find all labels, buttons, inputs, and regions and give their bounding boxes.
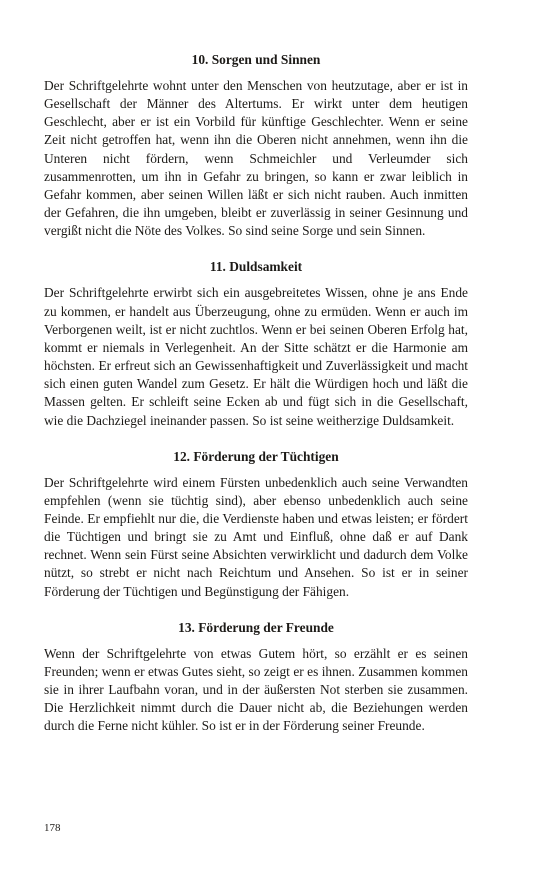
section-heading: 13. Förderung der Freunde: [178, 619, 334, 635]
section-paragraph: Der Schriftgelehrte wird einem Fürsten unbedenklich auch seine Verwandten empfehlen (wenn sie tüchtig sind), aber ebenso unbedenklich auch seine Feinde. Er empfiehlt nur die, die Verdienste haben und etwas leisten; er fördert die Tüchtigen und bringt sie zu Amt und Einfluß, ohne daß er auf Dank rechnet. Wenn sein Fürst seine Absichten verwirklicht und dadurch dem Volke nützt, so strebt er nicht nach Reichtum und Ansehen. So ist er in seiner Förderung der Tüchtigen und Begünstigung der Fähigen.: [44, 474, 468, 599]
section-sorgen-und-sinnen: [44, 51, 468, 240]
book-page: [44, 51, 468, 736]
section-heading: 10. Sorgen und Sinnen: [191, 52, 321, 67]
section-paragraph: Wenn der Schriftgelehrte von etwas Gutem hört, so erzählt er es seinen Freunden; wenn er etwas Gutes sieht, so zeigt er es ihnen. Zusammen kommen sie in ihrer Laufbahn voran, und in der äußersten Not sterben sie zusammen. Die Herzlichkeit nimmt durch die Dauer nicht ab, die Beziehungen werden durch die Ferne nicht kühler. So ist er in der Förderung seiner Freunde.: [44, 645, 468, 734]
section-duldsamkeit: [44, 258, 468, 429]
section-paragraph: Der Schriftgelehrte wohnt unter den Menschen von heutzutage, aber er ist in Gesellschaft der Männer des Altertums. Er wirkt unter dem heutigen Geschlecht, aber er ist ein Vorbild für künftige Geschlechter. Wenn er seine Zeit nicht getroffen hat, wenn ihn die Oberen nicht annehmen, wenn ihn die Unteren nicht fördern, wenn Schmeichler und Verleumder sich zusammenrotten, um ihn in Gefahr zu bringen, so kann er zwar leiblich in Gefahr kommen, aber seinen Willen läßt er sich nicht rauben. Auch inmitten der Gefahren, die ihn umgeben, bleibt er zuverlässig in seiner Gesinnung und vergißt nicht die Nöte des Volkes. So sind seine Sorge und sein Sinnen.: [44, 78, 468, 239]
page-number: 178: [44, 822, 61, 834]
section-foerderung-der-freunde: [44, 619, 468, 736]
section-foerderung-der-tuechtigen: [44, 448, 468, 601]
section-heading: 12. Förderung der Tüchtigen: [173, 448, 339, 464]
section-paragraph: Der Schriftgelehrte erwirbt sich ein ausgebreitetes Wissen, ohne je ans Ende zu kommen, er handelt aus Überzeugung, ohne zu ermüden. Wenn er auch im Verborgenen weilt, ist er nicht zuchtlos. Wenn er bei seinen Oberen Erfolg hat, kommt er niemals in Verlegenheit. An der Sitte schätzt er die Harmonie am höchsten. Er erfreut sich an Gewissenhaftigkeit und Zuverlässigkeit und macht sich einen guten Wandel zum Gesetz. Er hält die Würdigen hoch und läßt die Massen gelten. Er schleift seine Ecken ab und fügt sich in die Gesellschaft, wie die Dachziegel ineinander passen. So ist seine weitherzige Duldsamkeit.: [44, 285, 468, 428]
section-heading: 11. Duldsamkeit: [209, 259, 303, 275]
